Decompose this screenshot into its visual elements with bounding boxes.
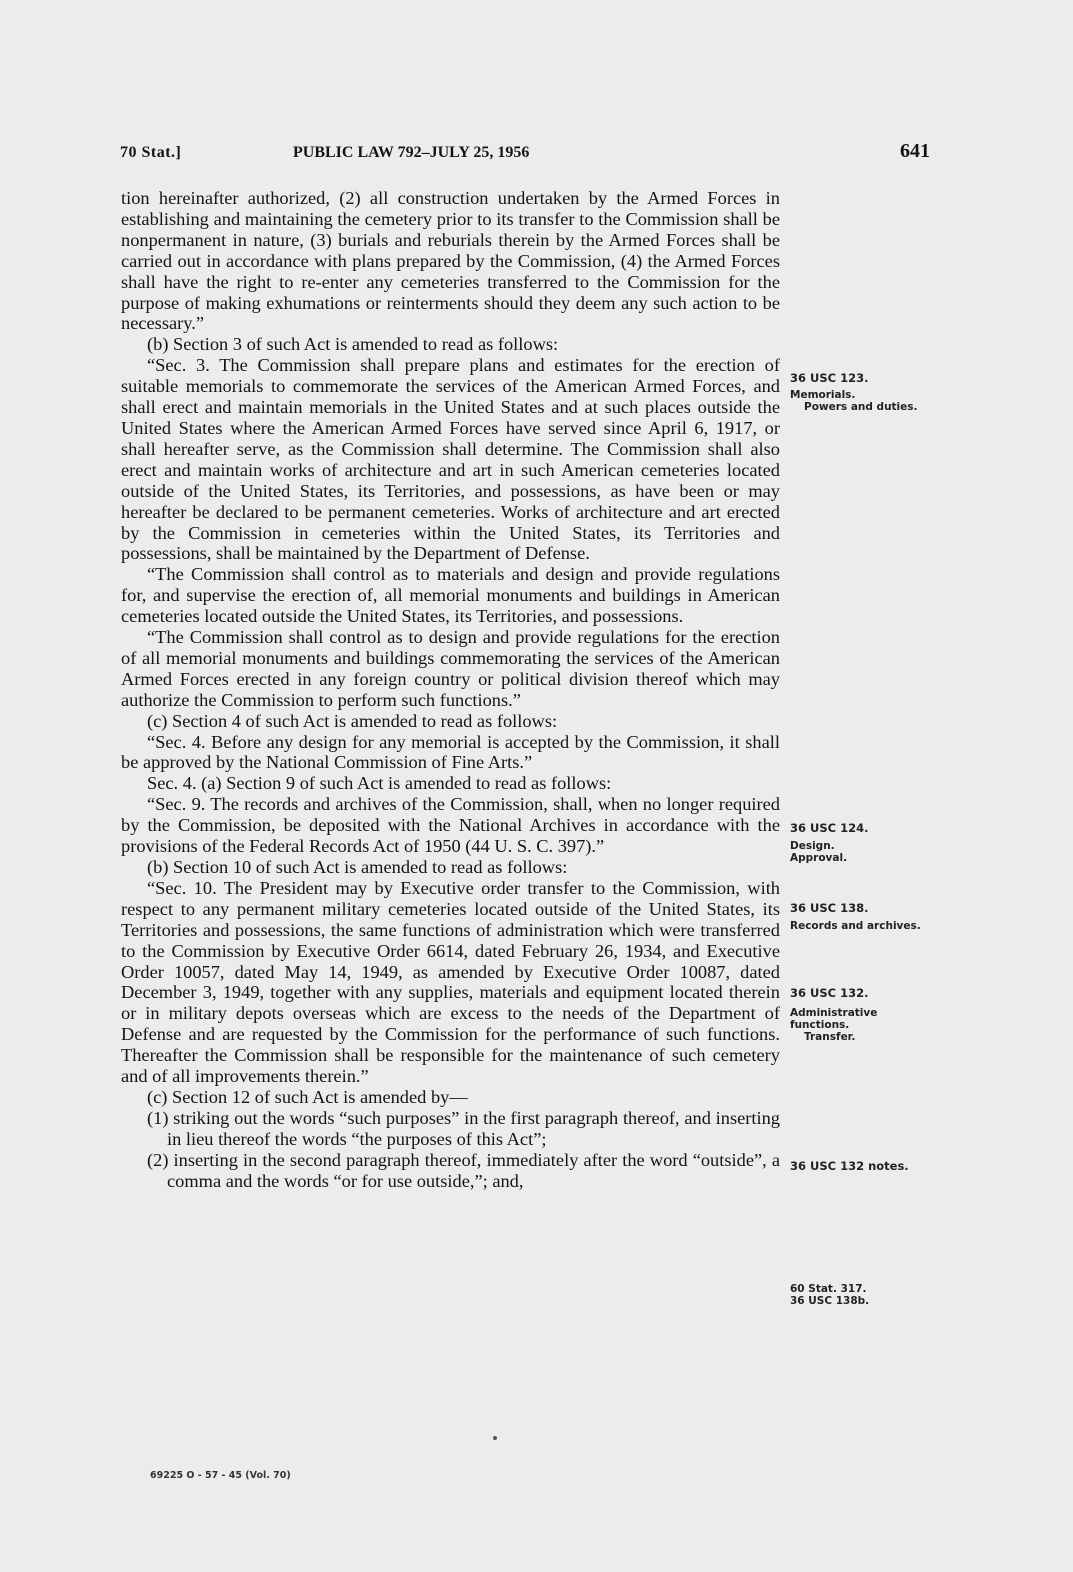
- paragraph: (b) Section 10 of such Act is amended to read as follows:: [147, 857, 568, 877]
- margin-note-notes: [790, 1160, 935, 1172]
- margin-note-design: [790, 822, 935, 864]
- margin-citation: 36 USC 123.: [790, 371, 869, 385]
- margin-label: Administrative functions.: [790, 1007, 878, 1031]
- paragraph: “Sec. 3. The Commission shall prepare plans and estimates for the erection of suitable memorials to commemorate the services of the American Armed Forces, and shall erect and maintain memorials in the United States and at such places outside the United States where the American Armed Forces have served since April 6, 1917, or shall hereafter serve, as the Commission shall determine. The Commission shall also erect and maintain works of architecture and art in such American cemeteries located outside of the United States, its Territories, and possessions, as have been or may hereafter be declared to be permanent cemeteries. Works of architecture and art erected by the Commission in cemeteries within the United States, its Territories and possessions, shall be maintained by the Department of Defense.: [121, 355, 780, 564]
- print-footer: 69225 O - 57 - 45 (Vol. 70): [150, 1470, 291, 1481]
- margin-citation: 36 USC 132.: [790, 986, 869, 1000]
- running-title: PUBLIC LAW 792–JULY 25, 1956: [293, 144, 530, 161]
- margin-note-records: [790, 902, 935, 932]
- paragraph: “The Commission shall control as to materials and design and provide regulations for, and supervise the erection of, all memorial monuments and buildings in American cemeteries located outside the United States, its Territories, and possessions.: [121, 564, 780, 627]
- page-number: 641: [900, 140, 930, 162]
- paragraph: “The Commission shall control as to design and provide regulations for the erection of all memorial monuments and buildings commemorating the services of the American Armed Forces erected in any foreign country or political division thereof which may authorize the Commission to perform such functions.”: [121, 627, 780, 710]
- paragraph: (c) Section 4 of such Act is amended to read as follows:: [147, 710, 558, 731]
- margin-label: Design.: [790, 840, 835, 852]
- margin-citation: 60 Stat. 317.: [790, 1283, 867, 1295]
- body-text: [121, 188, 780, 1192]
- margin-label: Approval.: [790, 852, 848, 864]
- margin-note-stat: [790, 1283, 935, 1307]
- margin-citation: 36 USC 132 notes.: [790, 1159, 909, 1173]
- margin-note-memorials: [790, 372, 935, 413]
- margin-label: Transfer.: [804, 1031, 856, 1043]
- paragraph: “Sec. 10. The President may by Executive order transfer to the Commission, with respect to any permanent military cemeteries located outside of the United States, its Territories and possessions, the same functions of administration which were transferred to the Commission by Executive Order 6614, dated February 26, 1934, and Executive Order 10057, dated May 14, 1949, as amended by Executive Order 10087, dated December 3, 1949, together with any supplies, materials and equipment located therein or in military depots overseas which are excess to the needs of the Department of Defense and are requested by the Commission for the performance of such functions. Thereafter the Commission shall be responsible for the maintenance of such cemetery and of all improvements therein.”: [121, 877, 780, 1087]
- margin-label: Powers and duties.: [804, 401, 918, 413]
- margin-citation: 36 USC 124.: [790, 821, 869, 835]
- page-header: [118, 140, 930, 170]
- list-item: (1) striking out the words “such purposes” in the first paragraph thereof, and inserting in lieu thereof the words “the purposes of this Act”;: [147, 1107, 780, 1149]
- margin-citation: 36 USC 138.: [790, 901, 869, 915]
- paragraph: “Sec. 9. The records and archives of the Commission, shall, when no longer required by the Commission, be deposited with the National Archives in accordance with the provisions of the Federal Records Act of 1950 (44 U. S. C. 397).”: [121, 794, 780, 857]
- list-item: (2) inserting in the second paragraph thereof, immediately after the word “outside”, a comma and the words “or for use outside,”; and,: [147, 1149, 780, 1191]
- paragraph: “Sec. 4. Before any design for any memorial is accepted by the Commission, it shall be approved by the National Commission of Fine Arts.”: [121, 731, 780, 773]
- statute-reference: 70 Stat.]: [120, 144, 182, 161]
- margin-label: Records and archives.: [790, 920, 921, 932]
- margin-label: Memorials.: [790, 389, 856, 401]
- ink-dot: [493, 1436, 497, 1440]
- margin-note-administrative: [790, 987, 935, 1043]
- paragraph: Sec. 4. (a) Section 9 of such Act is amended to read as follows:: [147, 773, 612, 794]
- paragraph: (c) Section 12 of such Act is amended by—: [147, 1086, 468, 1107]
- margin-citation: 36 USC 138b.: [790, 1295, 870, 1307]
- paragraph: (b) Section 3 of such Act is amended to read as follows:: [147, 334, 559, 355]
- paragraph: tion hereinafter authorized, (2) all construction undertaken by the Armed Forces in establishing and maintaining the cemetery prior to its transfer to the Commission shall be nonpermanent in nature, (3) burials and reburials therein by the Armed Forces shall be carried out in accordance with plans prepared by the Commission, (4) the Armed Forces shall have the right to re-enter any cemeteries transferred to the Commission for the purpose of making exhumations or reinterments should they deem any such action to be necessary.”: [121, 188, 780, 334]
